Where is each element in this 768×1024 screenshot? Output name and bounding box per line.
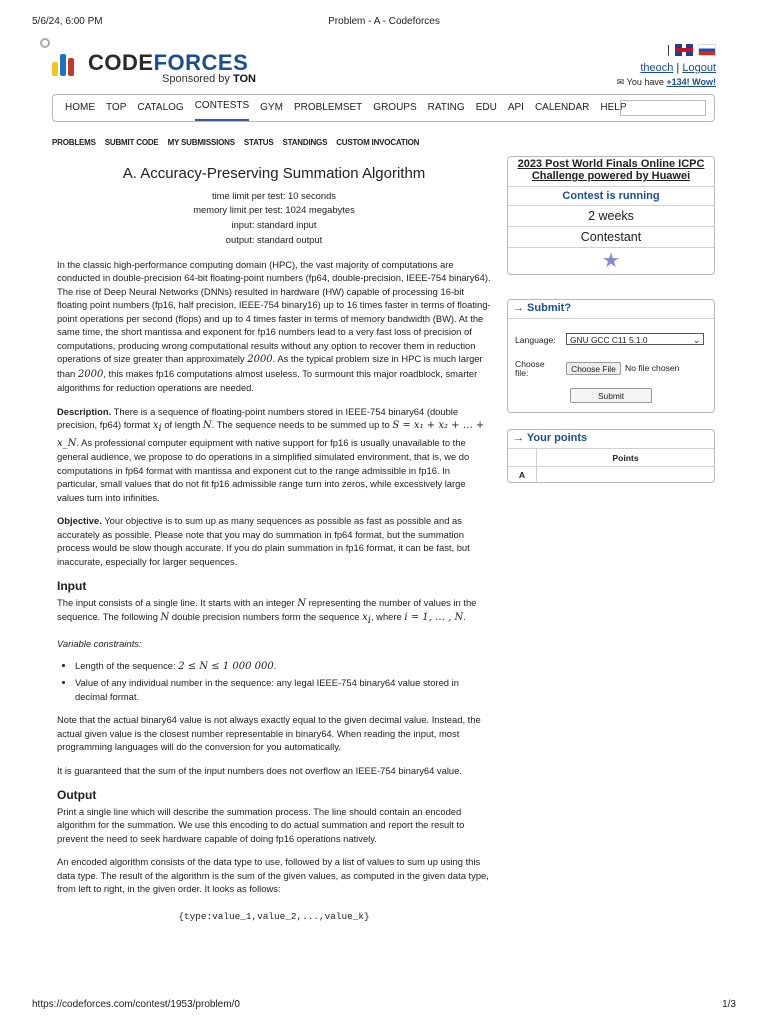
points-box (507, 429, 715, 483)
menu-item-edu[interactable]: EDU (475, 102, 497, 113)
submit-button[interactable]: Submit (570, 388, 652, 403)
language-select[interactable]: GNU GCC C11 5.1.0 ⌄ (566, 333, 704, 345)
submenu-item-custom-invocation[interactable]: CUSTOM INVOCATION (336, 138, 420, 147)
points-table (508, 448, 714, 482)
english-flag-icon[interactable] (675, 44, 693, 56)
constraints-list (57, 659, 491, 704)
menu-item-groups[interactable]: GROUPS (373, 102, 417, 113)
messages-link[interactable]: +134! Wow! (666, 77, 716, 87)
message-notice: ✉ You have +134! Wow! (616, 77, 716, 87)
main-menu (52, 94, 715, 122)
table-row (508, 467, 714, 483)
list-item: • Value of any individual number in the sequence: any legal IEEE-754 binary64 value stored in decimal format. (75, 676, 491, 703)
favorite-star-icon[interactable]: ★ (602, 250, 620, 272)
problem-title: A. Accuracy-Preserving Summation Algorithm (122, 165, 426, 182)
contest-duration: 2 weeks (508, 205, 714, 226)
codeforces-logo[interactable] (52, 48, 292, 88)
print-doc-title: Problem - A - Codeforces (328, 16, 440, 27)
list-item: • Length of the sequence: 2 ≤ N ≤ 1 000 000. (75, 659, 491, 674)
points-value-cell (537, 467, 715, 483)
russian-flag-icon[interactable] (698, 44, 716, 56)
input-paragraph: The input consists of a single line. It starts with an integer N representing the number of values in the sequence. The following N double precision numbers form the sequence $x_i$, where i = 1, … , N. (57, 596, 477, 626)
points-problem-cell[interactable]: A (508, 467, 537, 483)
print-datetime: 5/6/24, 6:00 PM (32, 16, 103, 27)
menu-item-top[interactable]: TOP (106, 102, 127, 113)
profile-link[interactable]: theoch (640, 62, 674, 74)
output-file: output: standard output (225, 233, 323, 245)
menu-item-home[interactable]: HOME (65, 102, 95, 113)
submenu-item-submit-code[interactable]: SUBMIT CODE (104, 138, 159, 147)
encoding-paragraph: An encoded algorithm consists of the data type to use, followed by a list of values to sum up using this data type. The result of the algorithm is the sum of the given values, as computed in the given data type, from left to right, in the given order. It looks as follows: (57, 856, 489, 895)
submit-box (507, 299, 715, 413)
points-box-title: → Your points (513, 432, 588, 444)
encoding-format-code: {type:value_1,value_2,...,value_k} (178, 910, 370, 922)
menu-item-problemset[interactable]: PROBLEMSET (293, 102, 363, 113)
language-label: Language: (515, 335, 556, 345)
contest-submenu (52, 138, 419, 147)
points-header: Points (537, 449, 715, 467)
memory-limit: memory limit per test: 1024 megabytes (193, 204, 355, 216)
file-label: Choose file: (515, 359, 545, 378)
logo-text: CODEFORCES (88, 50, 249, 75)
submenu-item-status[interactable]: STATUS (243, 138, 274, 147)
contest-info-box (507, 156, 715, 275)
logout-link[interactable]: Logout (682, 62, 716, 74)
user-area: | theoch | Logout ✉ You have +134! Wow! (556, 44, 716, 88)
file-status: No file chosen (625, 363, 680, 373)
envelope-icon[interactable]: ✉ (616, 77, 625, 87)
objective-paragraph: Objective. Your objective is to sum up as many sequences as possible as fast as possible and as accurately as possible. Please note that you may do summation in fp64 format, but the summation process would be slow though accurate. If you do plain summation in fp16 format, it can be fast, but inaccurate, especially for larger sequences. (57, 515, 470, 567)
note-paragraph: Note that the actual binary64 value is not always exactly equal to the given decimal value. Instead, the actual given value is the closest number representable in binary64. When reading the input, most programming languages will do the conversion for you automatically. (57, 714, 481, 753)
output-paragraph: Print a single line which will describe the summation process. The line should contain an encoded algorithm for the summation. We use this encoding to do actual summation and report the result to prevent the need to seek hardware capable of doing fp16 operations natively. (57, 805, 465, 844)
logo-bars-icon (52, 52, 80, 76)
submenu-item-problems[interactable]: PROBLEMS (52, 138, 96, 147)
menu-item-calendar[interactable]: CALENDAR (534, 102, 590, 113)
constraints-label: Variable constraints: (57, 638, 142, 650)
contest-name-link[interactable]: 2023 Post World Finals Online ICPC Challenge powered by Huawei (517, 158, 705, 182)
print-url: https://codeforces.com/contest/1953/problem/0 (32, 999, 240, 1010)
menu-item-catalog[interactable]: CATALOG (137, 102, 184, 113)
menu-item-rating[interactable]: RATING (427, 102, 465, 113)
choose-file-button[interactable]: Choose File (566, 362, 621, 375)
print-footer (32, 999, 736, 1010)
refresh-icon[interactable] (40, 38, 50, 48)
chevron-down-icon: ⌄ (692, 335, 700, 345)
contest-role: Contestant (508, 226, 714, 247)
input-section-title: Input (57, 579, 87, 594)
time-limit: time limit per test: 10 seconds (211, 189, 336, 201)
problem-statement (57, 163, 491, 923)
menu-item-gym[interactable]: GYM (260, 102, 283, 113)
search-input[interactable] (620, 100, 706, 116)
submenu-item-standings[interactable]: STANDINGS (282, 138, 328, 147)
input-file: input: standard input (231, 219, 317, 231)
output-section-title: Output (57, 788, 97, 803)
submenu-item-my-submissions[interactable]: MY SUBMISSIONS (167, 138, 235, 147)
guarantee-paragraph: It is guaranteed that the sum of the input numbers does not overflow an IEEE-754 binary64 value. (57, 764, 462, 776)
contest-status: Contest is running (508, 186, 714, 205)
submit-box-title: → Submit? (508, 300, 714, 319)
description-paragraph: Description. There is a sequence of floating-point numbers stored in IEEE-754 binary64 (double precision, fp64) format $x_i$ of length N. The sequence needs to be summed up to S = x₁ + x₂ + … + x_N. As professional computer equipment with native support for fp16 is usually unavailable to the general audience, we propose to do operations in a simplified simulated environment, that is, we do computations in fp64 format with mantissa and exponent cut to the range admissible in fp16. In particular, small values that do not fit fp16 admissible range turn into zeros, while excessively large values turn into infinities. (57, 405, 485, 503)
intro-paragraph: In the classic high-performance computing domain (HPC), the vast majority of computations are conducted in double-precision 64-bit floating-point numbers (fp64, double-precision, IEEE-754 binary64). The rise of Deep Neural Networks (DNNs) resulted in hardware (HW) capable of processing 16-bit floating point numbers (fp16, half precision, IEEE-754 binary16) up to 16 times faster in terms of floating-point operations per second (flops) and up to 4 times faster in terms of memory bandwidth (BW). At the same time, the short mantissa and exponent for fp16 numbers lead to a very fast loss of precision of computations, producing wrong computational results without any option to recover them in reduction operations of size greater than approximately 2000. As the typical problem size in HPC is much larger than 2000, this makes fp16 computations almost useless. To surmount this major roadblock, smarter algorithms for reduction operations are needed. (57, 258, 491, 394)
sponsor-line: Sponsored by TON (162, 73, 256, 85)
menu-item-help[interactable]: HELP (600, 102, 627, 113)
menu-item-api[interactable]: API (507, 102, 524, 113)
print-page-number: 1/3 (722, 999, 736, 1010)
menu-item-contests[interactable]: CONTESTS (195, 95, 249, 121)
